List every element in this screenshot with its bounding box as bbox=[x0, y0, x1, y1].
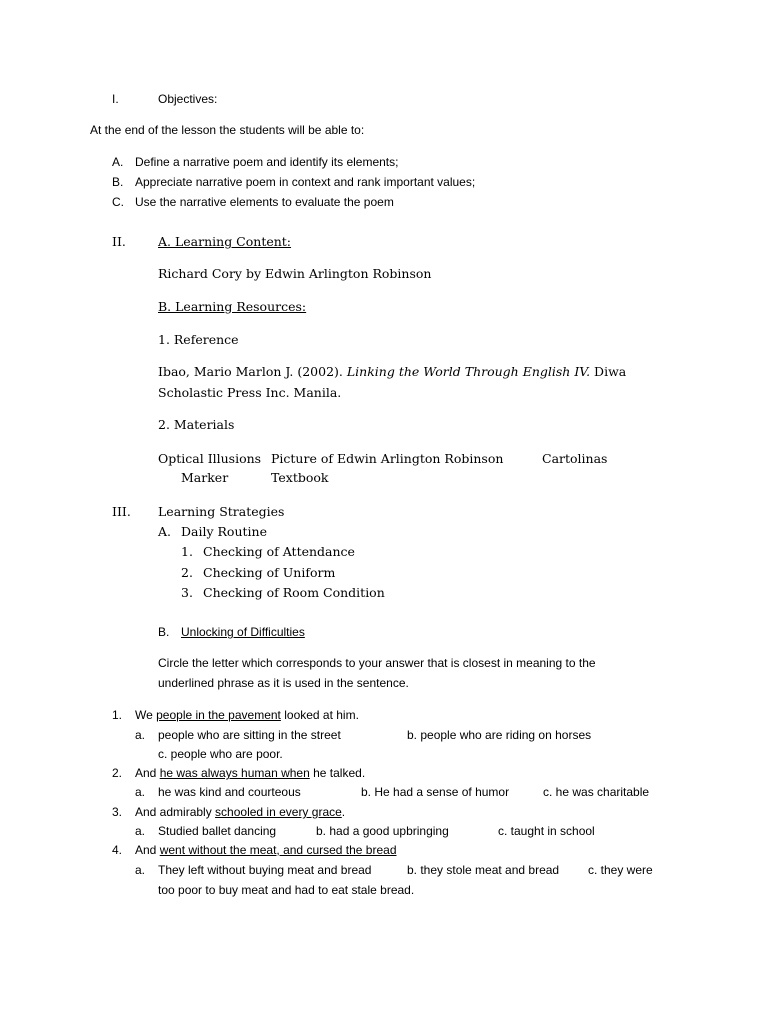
section-iii-title: Learning Strategies bbox=[158, 504, 285, 519]
objective-text: Appreciate narrative poem in context and rank important values; bbox=[135, 175, 476, 189]
learning-content-heading: A. Learning Content: bbox=[158, 234, 292, 249]
question-underlined-phrase: schooled in every grace bbox=[215, 805, 342, 819]
question-pre: We bbox=[135, 708, 157, 722]
objective-letter: A. bbox=[112, 155, 124, 169]
question-pre: And bbox=[135, 843, 160, 857]
material-item: Marker bbox=[181, 470, 229, 485]
objective-letter: B. bbox=[112, 175, 124, 189]
question-number: 2. bbox=[112, 766, 123, 780]
choice-c: c. people who are poor. bbox=[158, 747, 283, 761]
daily-routine-title: Daily Routine bbox=[181, 524, 267, 539]
unlocking-instructions: underlined phrase as it is used in the sentence. bbox=[158, 676, 409, 690]
objective-text: Define a narrative poem and identify its elements; bbox=[135, 155, 399, 169]
choice-c: c. taught in school bbox=[498, 824, 595, 838]
question-post: looked at him. bbox=[280, 708, 359, 722]
choice-letter: a. bbox=[135, 728, 146, 742]
reference-citation bbox=[158, 364, 626, 379]
routine-item: Checking of Uniform bbox=[203, 565, 336, 580]
choice-b: b. they stole meat and bread bbox=[407, 863, 560, 877]
choice-a: people who are sitting in the street bbox=[158, 728, 341, 742]
materials-heading: 2. Materials bbox=[158, 417, 235, 432]
choice-b: b. had a good upbringing bbox=[316, 824, 449, 838]
routine-num: 1. bbox=[181, 544, 193, 559]
choice-a: he was kind and courteous bbox=[158, 785, 301, 799]
question-text bbox=[135, 805, 345, 819]
choice-letter: a. bbox=[135, 863, 146, 877]
question-pre: And bbox=[135, 766, 160, 780]
choice-b: b. He had a sense of humor bbox=[361, 785, 510, 799]
routine-item: Checking of Attendance bbox=[203, 544, 355, 559]
reference-author: Ibao, Mario Marlon J. (2002). bbox=[158, 364, 347, 379]
choice-a: They left without buying meat and bread bbox=[158, 863, 372, 877]
choice-letter: a. bbox=[135, 824, 146, 838]
question-pre: And admirably bbox=[135, 805, 216, 819]
question-underlined-phrase: went without the meat, and cursed the bread bbox=[159, 843, 397, 857]
question-post: he talked. bbox=[309, 766, 366, 780]
reference-publisher: Diwa bbox=[590, 364, 627, 379]
question-text bbox=[135, 708, 359, 722]
question-number: 3. bbox=[112, 805, 123, 819]
question-underlined-phrase: people in the pavement bbox=[156, 708, 281, 722]
section-i-title: Objectives: bbox=[158, 92, 218, 106]
choice-b: b. people who are riding on horses bbox=[407, 728, 592, 742]
question-underlined-phrase: he was always human when bbox=[159, 766, 310, 780]
question-text bbox=[135, 843, 397, 857]
routine-num: 3. bbox=[181, 585, 193, 600]
choice-c: c. they were bbox=[588, 863, 653, 877]
choice-letter: a. bbox=[135, 785, 146, 799]
routine-item: Checking of Room Condition bbox=[203, 585, 385, 600]
learning-resources-heading: B. Learning Resources: bbox=[158, 299, 307, 314]
unlocking-title: Unlocking of Difficulties bbox=[181, 625, 305, 639]
reference-publisher-line: Scholastic Press Inc. Manila. bbox=[158, 385, 342, 400]
daily-routine-letter: A. bbox=[158, 524, 172, 539]
section-ii-numeral: II. bbox=[112, 234, 126, 249]
objectives-intro: At the end of the lesson the students will be able to: bbox=[90, 123, 365, 137]
question-number: 1. bbox=[112, 708, 123, 722]
material-item: Picture of Edwin Arlington Robinson bbox=[271, 451, 504, 466]
question-number: 4. bbox=[112, 843, 123, 857]
question-post: . bbox=[341, 805, 346, 819]
reference-book-title: Linking the World Through English IV. bbox=[346, 364, 591, 379]
material-item: Optical Illusions bbox=[158, 451, 262, 466]
choice-a: Studied ballet dancing bbox=[158, 824, 277, 838]
question-text bbox=[135, 766, 365, 780]
choice-c-continued: too poor to buy meat and had to eat stale bread. bbox=[158, 883, 415, 897]
objective-text: Use the narrative elements to evaluate the poem bbox=[135, 195, 394, 209]
choice-c: c. he was charitable bbox=[543, 785, 650, 799]
section-i-numeral: I. bbox=[112, 92, 119, 106]
routine-num: 2. bbox=[181, 565, 193, 580]
learning-content-text: Richard Cory by Edwin Arlington Robinson bbox=[158, 266, 432, 281]
section-iii-numeral: III. bbox=[112, 504, 131, 519]
unlocking-letter: B. bbox=[158, 625, 170, 639]
material-item: Textbook bbox=[271, 470, 329, 485]
unlocking-instructions: Circle the letter which corresponds to your answer that is closest in meaning to the bbox=[158, 656, 596, 670]
reference-heading: 1. Reference bbox=[158, 332, 239, 347]
material-item: Cartolinas bbox=[542, 451, 608, 466]
objective-letter: C. bbox=[112, 195, 124, 209]
